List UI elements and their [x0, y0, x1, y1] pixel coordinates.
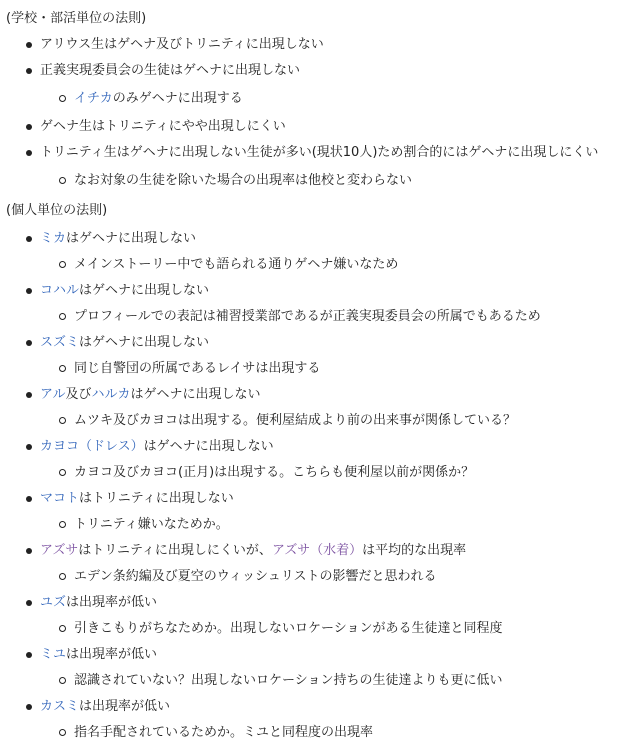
list-item-text: はゲヘナに出現しない: [66, 231, 197, 246]
list-item: [6, 694, 625, 720]
sub-list-item: [6, 252, 625, 278]
list-item-text: ムツキ及びカヨコは出現する。便利屋結成より前の出来事が関係している？: [74, 413, 517, 428]
link-koharu[interactable]: コハル: [40, 283, 80, 298]
personal-rules-list: [6, 226, 625, 746]
list-item: [6, 58, 625, 84]
school-rules-heading: (学校・部活単位の法則): [6, 11, 147, 26]
sub-list-item: [6, 408, 625, 434]
list-item: [6, 590, 625, 616]
list-item: [6, 114, 625, 140]
sub-list-item: [6, 616, 625, 642]
sub-list-item: [6, 720, 625, 746]
link-azusa[interactable]: アズサ: [40, 543, 79, 558]
list-item-text: トリニティ生はゲヘナに出現しない生徒が多い(現状10人)ため割合的にはゲヘナに出現しにくい: [40, 145, 599, 160]
list-item-text: は出現率が低い: [66, 595, 158, 610]
list-item: [6, 140, 625, 166]
list-item-text: 同じ自警団の所属であるレイサは出現する: [74, 361, 321, 376]
list-item-text: はゲヘナに出現しない: [130, 387, 261, 402]
sub-list-item: [6, 564, 625, 590]
link-kasumi[interactable]: カスミ: [40, 699, 80, 714]
sub-list-item: [6, 460, 625, 486]
sub-list-item: [6, 356, 625, 382]
list-item-text: 及び: [65, 387, 92, 402]
list-item-text: はゲヘナに出現しない: [79, 335, 210, 350]
link-aru[interactable]: アル: [40, 387, 66, 402]
link-suzumi[interactable]: スズミ: [40, 335, 80, 350]
personal-rules-heading: (個人単位の法則): [6, 203, 108, 218]
list-item-text: はゲヘナに出現しない: [79, 283, 210, 298]
list-item-text: 正義実現委員会の生徒はゲヘナに出現しない: [40, 63, 301, 78]
list-item: [6, 538, 625, 564]
list-item: [6, 278, 625, 304]
list-item-text: 認識されていない？出現しないロケーション持ちの生徒達よりも更に低い: [74, 673, 503, 688]
list-item-text: は平均的な出現率: [362, 543, 467, 558]
list-item-text: なお対象の生徒を除いた場合の出現率は他校と変わらない: [74, 173, 413, 188]
list-item-text: アリウス生はゲヘナ及びトリニティに出現しない: [40, 37, 324, 52]
list-item-text: メインストーリー中でも語られる通りゲヘナ嫌いなため: [74, 257, 399, 272]
list-item-text: プロフィールでの表記は補習授業部であるが正義実現委員会の所属でもあるため: [74, 309, 541, 324]
sub-list-item: [6, 168, 625, 194]
link-haruka[interactable]: ハルカ: [91, 387, 131, 402]
list-item-text: トリニティ嫌いなためか。: [74, 517, 229, 532]
list-item-text: はゲヘナに出現しない: [143, 439, 274, 454]
list-item-text: はトリニティに出現しない: [79, 491, 234, 506]
school-rules-list: [6, 32, 625, 194]
list-item: [6, 382, 625, 408]
sub-list-item: [6, 668, 625, 694]
list-item-text: は出現率が低い: [66, 647, 158, 662]
link-yuzu[interactable]: ユズ: [40, 595, 67, 610]
link-makoto[interactable]: マコト: [40, 491, 80, 506]
link-azusa-swimsuit[interactable]: アズサ（水着）: [271, 543, 363, 558]
list-item-text: はトリニティに出現しにくいが、: [78, 543, 272, 558]
list-item-text: カヨコ及びカヨコ(正月)は出現する。こちらも便利屋以前が関係か？: [74, 465, 475, 480]
link-miyu[interactable]: ミユ: [40, 647, 67, 662]
list-item: [6, 642, 625, 668]
list-item-text: のみゲヘナに出現する: [112, 91, 243, 106]
link-ichika[interactable]: イチカ: [74, 91, 113, 106]
list-item: [6, 32, 625, 58]
link-kayoko-dress[interactable]: カヨコ（ドレス）: [40, 439, 144, 454]
sub-list-item: [6, 86, 625, 112]
list-item-text: ゲヘナ生はトリニティにやや出現しにくい: [40, 119, 286, 134]
list-item-text: 指名手配されているためか。ミユと同程度の出現率: [74, 725, 374, 740]
list-item-text: 引きこもりがちなためか。出現しないロケーションがある生徒達と同程度: [74, 621, 503, 636]
list-item: [6, 226, 625, 252]
sub-list-item: [6, 304, 625, 330]
list-item-text: は出現率が低い: [79, 699, 171, 714]
list-item: [6, 330, 625, 356]
list-item: [6, 434, 625, 460]
list-item-text: エデン条約編及び夏空のウィッシュリストの影響だと思われる: [74, 569, 437, 584]
sub-list-item: [6, 512, 625, 538]
link-mika[interactable]: ミカ: [40, 231, 67, 246]
list-item: [6, 486, 625, 512]
